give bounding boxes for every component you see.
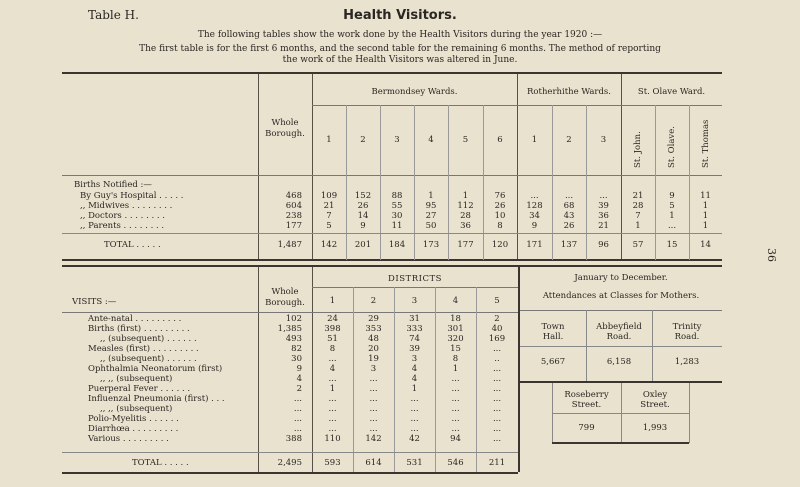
intro-line-1: The following tables show the work done by the Health Visitors during the year 1920 :—	[197, 30, 603, 40]
table-row-cell: 26	[357, 201, 369, 211]
table-row-label: Diarrhœa . . . . . . . . .	[88, 424, 179, 434]
table-row-cell: ...	[451, 384, 460, 394]
table-row-cell: 333	[406, 324, 423, 334]
table-row-cell: ...	[451, 374, 460, 384]
table-row-cell: ...	[410, 414, 419, 424]
districts-header: DISTRICTS	[388, 274, 442, 284]
table-row-cell: 1	[669, 211, 675, 221]
total-row-cell: 14	[700, 240, 711, 250]
total-row-cell: 184	[388, 240, 406, 250]
total-row-cell: 57	[632, 240, 644, 250]
attendance-value: 1,993	[642, 423, 668, 433]
total-row-cell: 15	[666, 240, 678, 250]
table-row-cell: ...	[492, 384, 502, 394]
divider	[448, 105, 449, 260]
table-row-label: Ophthalmia Neonatorum (first)	[88, 364, 223, 374]
total-row-cell: 201	[354, 240, 372, 250]
table-row-cell: ...	[369, 414, 378, 424]
total-row-label: TOTAL . . . . .	[132, 458, 189, 468]
table-row-cell: ...	[451, 394, 460, 404]
table-row-cell: 30	[391, 211, 403, 221]
table-row-cell: 4	[329, 364, 336, 374]
table-row-cell: ...	[369, 424, 378, 434]
table-row-cell: 10	[494, 211, 506, 221]
births-notified-label: Births Notified :—	[74, 180, 152, 190]
table-row-whole: 604	[285, 201, 302, 211]
table-row-cell: ...	[492, 344, 502, 354]
table-row-cell: 353	[365, 324, 382, 334]
table-row-cell: 9	[531, 221, 538, 231]
table-row-whole: 468	[285, 191, 302, 201]
table-row-label: ,, ,, (subsequent)	[100, 404, 173, 414]
table-row-cell: 26	[494, 201, 506, 211]
table-row-whole: 82	[291, 344, 302, 354]
table-row-cell: ...	[328, 354, 337, 364]
table-row-cell: 31	[409, 314, 420, 324]
st-olave-col-header: St. John.	[633, 131, 643, 168]
attendances-rule	[520, 310, 722, 311]
total-rule	[62, 452, 518, 453]
table-row-cell: ...	[667, 221, 677, 231]
divider	[586, 105, 587, 260]
table-row-cell: 1	[452, 364, 459, 374]
table-row-whole: 9	[296, 364, 302, 374]
total-row-cell: 173	[422, 240, 440, 250]
table-row-whole: 493	[285, 334, 302, 344]
table-row-whole: 388	[285, 434, 302, 444]
table-row-cell: 8	[452, 354, 459, 364]
table-row-cell: 19	[368, 354, 379, 364]
whole-borough-header	[258, 118, 312, 140]
class-location-header: Street.	[640, 400, 670, 410]
bermondsey-col-header: 1	[326, 135, 332, 145]
table-row-cell: 39	[409, 344, 420, 354]
total-row-cell: 171	[526, 240, 543, 250]
districts-rule	[312, 287, 518, 288]
table-row-cell: 128	[526, 201, 543, 211]
table-row-cell: ...	[410, 394, 419, 404]
table-row-cell: ...	[410, 404, 419, 414]
table-row-cell: 18	[450, 314, 461, 324]
table-row-cell: 152	[354, 191, 372, 201]
bermondsey-col-header: 2	[360, 135, 366, 145]
table-label: Table H.	[88, 8, 139, 22]
total-row-whole: 1,487	[277, 240, 302, 250]
total-row-cell: 137	[560, 240, 578, 250]
table-row-cell: 14	[357, 211, 369, 221]
table-row-cell: 50	[425, 221, 437, 231]
table-row-cell: 28	[632, 201, 644, 211]
table-row-cell: ...	[492, 404, 502, 414]
total-row-whole: 2,495	[277, 458, 302, 468]
table-row-cell: 320	[447, 334, 464, 344]
total-row-cell: 531	[406, 458, 423, 468]
st-olave-header: St. Olave Ward.	[637, 87, 706, 97]
table-row-label: Ante-natal . . . . . . . . .	[88, 314, 182, 324]
table-row-cell: 29	[368, 314, 379, 324]
table-row-cell: 4	[411, 364, 418, 374]
district-col-header: 4	[452, 296, 459, 306]
table-row-cell: 3	[370, 364, 377, 374]
table-row-cell: ...	[369, 404, 378, 414]
group-header-rule	[312, 105, 722, 106]
table-row-cell: 74	[409, 334, 420, 344]
class-location-header: Street.	[571, 400, 602, 410]
table-row-cell: 3	[411, 354, 418, 364]
class-location-header: Road.	[606, 332, 632, 342]
table-row-whole: 2	[296, 384, 302, 394]
table-row-cell: ...	[328, 394, 337, 404]
table-row-cell: 95	[425, 201, 437, 211]
bermondsey-header: Bermondsey Wards.	[371, 87, 458, 97]
rotherhithe-header: Rotherhithe Wards.	[527, 87, 611, 97]
table-row-cell: 112	[457, 201, 474, 211]
total-rule	[62, 233, 722, 234]
whole-borough-line1: Whole	[271, 287, 299, 297]
class-location-header: Trinity	[672, 322, 702, 332]
table-row-cell: 4	[411, 374, 418, 384]
table-row-cell: ...	[451, 424, 460, 434]
table-row-cell: 9	[669, 191, 675, 201]
total-row-cell: 177	[457, 240, 474, 250]
attendance-value: 5,667	[540, 357, 566, 367]
table-row-label: Births (first) . . . . . . . . .	[88, 324, 190, 334]
divider	[346, 105, 347, 260]
table-row-cell: 109	[320, 191, 338, 201]
table-row-label: ,, Midwives . . . . . . . .	[80, 201, 173, 211]
table-row-cell: ...	[328, 404, 337, 414]
whole-borough-line2: Borough.	[265, 298, 305, 308]
table1-top-rule	[62, 72, 722, 74]
table-row-cell: 301	[447, 324, 464, 334]
table-row-cell: 21	[632, 191, 644, 201]
attendance-value: 799	[578, 423, 595, 433]
table-row-cell: 169	[488, 334, 506, 344]
total-row-cell: 142	[320, 240, 338, 250]
table-row-cell: ...	[492, 394, 502, 404]
rotherhithe-col-header: 1	[531, 135, 538, 145]
table-row-whole: ...	[293, 424, 302, 434]
class-location-header: Road.	[674, 332, 700, 342]
class-location-header: Oxley	[642, 390, 668, 400]
table-row-cell: 48	[368, 334, 379, 344]
total-row-cell: 96	[598, 240, 609, 250]
total-row-cell: 593	[324, 458, 341, 468]
district-col-header: 2	[370, 296, 377, 306]
table-row-label: ,, Parents . . . . . . . .	[80, 221, 165, 231]
rotherhithe-col-header: 2	[566, 135, 572, 145]
box1-mid-rule	[520, 346, 722, 347]
table-row-cell: 34	[529, 211, 540, 221]
divider	[414, 105, 415, 260]
attendances-title: Attendances at Classes for Mothers.	[542, 291, 700, 301]
table-row-cell: 42	[409, 434, 420, 444]
table-row-cell: ...	[328, 414, 337, 424]
table-row-cell: 7	[635, 211, 641, 221]
total-row-cell: 120	[491, 240, 509, 250]
whole-borough-line1: Whole	[271, 118, 299, 128]
header-bottom-rule	[62, 312, 518, 313]
table-row-label: ,, (subsequent) . . . . . .	[100, 354, 197, 364]
table-row-cell: 28	[460, 211, 471, 221]
table-row-cell: 11	[391, 221, 403, 231]
total-row-cell: 614	[365, 458, 382, 468]
rotherhithe-col-header: 3	[600, 135, 607, 145]
table-row-cell: 11	[700, 191, 711, 201]
table-row-cell: 8	[329, 344, 336, 354]
table-row-cell: ...	[492, 374, 502, 384]
table-row-cell: ...	[492, 364, 502, 374]
table-row-whole: 102	[285, 314, 302, 324]
total-row-cell: 211	[488, 458, 506, 468]
table-row-cell: 1	[702, 211, 709, 221]
table-row-label: ,, Doctors . . . . . . . .	[80, 211, 165, 221]
table-row-label: ,, ,, (subsequent)	[100, 374, 173, 384]
district-col-header: 3	[411, 296, 418, 306]
table-row-label: Influenzal Pneumonia (first) . . .	[88, 394, 225, 404]
st-olave-col-header: St. Olave.	[667, 126, 677, 168]
total-row-label: TOTAL . . . . .	[104, 240, 161, 250]
total-row-cell: 546	[447, 458, 464, 468]
table-row-cell: ...	[369, 384, 378, 394]
attendance-value: 1,283	[674, 357, 700, 367]
class-location-header: Abbeyfield	[596, 322, 642, 332]
class-location-header: Roseberry	[564, 390, 609, 400]
divider	[483, 105, 484, 260]
table-row-cell: 68	[563, 201, 575, 211]
page-title: Health Visitors.	[343, 8, 457, 23]
table-row-cell: 40	[491, 324, 503, 334]
table-row-label: Measles (first) . . . . . . . . .	[88, 344, 199, 354]
table-row-cell: 1	[428, 191, 434, 201]
bermondsey-col-header: 5	[462, 135, 469, 145]
whole-borough-line2: Borough.	[265, 129, 305, 139]
table-row-cell: 142	[365, 434, 382, 444]
table-row-whole: 238	[285, 211, 302, 221]
table-row-cell: 5	[669, 201, 675, 211]
table-row-cell: 1	[329, 384, 336, 394]
table-row-label: Puerperal Fever . . . . . .	[88, 384, 191, 394]
table-row-cell: 55	[391, 201, 403, 211]
table-row-cell: 51	[327, 334, 338, 344]
table-row-cell: 21	[323, 201, 335, 211]
table-row-cell: 39	[598, 201, 609, 211]
table-row-cell: 1	[411, 384, 418, 394]
table-row-cell: ..	[494, 354, 500, 364]
table-row-cell: 1	[702, 201, 709, 211]
table-row-cell: ...	[530, 191, 539, 201]
table-row-cell: ...	[410, 424, 419, 434]
district-col-header: 5	[494, 296, 500, 306]
table-row-cell: 26	[563, 221, 575, 231]
table-row-cell: 9	[360, 221, 366, 231]
table-row-whole: 30	[291, 354, 302, 364]
divider	[552, 105, 553, 260]
bermondsey-col-header: 3	[394, 135, 400, 145]
table-row-cell: ...	[599, 191, 608, 201]
bermondsey-col-header: 6	[497, 135, 503, 145]
divider	[380, 105, 381, 260]
divider	[689, 105, 690, 260]
table-row-cell: 110	[324, 434, 341, 444]
table2-bottom-rule	[62, 472, 518, 474]
district-col-header: 1	[329, 296, 336, 306]
header-bottom-rule	[62, 175, 722, 176]
table-row-cell: 24	[327, 314, 338, 324]
table-row-cell: ...	[451, 414, 460, 424]
table-row-cell: ...	[492, 434, 502, 444]
bermondsey-col-header: 4	[428, 135, 434, 145]
table1-bottom-rule	[62, 259, 722, 261]
table-row-cell: 1	[635, 221, 641, 231]
table-row-whole: 1,385	[277, 324, 302, 334]
table-row-cell: 398	[324, 324, 341, 334]
table-row-cell: 20	[368, 344, 379, 354]
table-row-cell: 5	[326, 221, 332, 231]
table-row-cell: 15	[450, 344, 461, 354]
table-row-whole: 4	[296, 374, 302, 384]
page-number: 36	[765, 248, 778, 262]
table-row-cell: 21	[598, 221, 609, 231]
table-row-cell: 1	[462, 191, 469, 201]
divider	[655, 105, 656, 260]
table-row-cell: 7	[326, 211, 332, 221]
table-row-cell: ...	[328, 424, 337, 434]
table-row-cell: 36	[460, 221, 471, 231]
divider	[689, 383, 690, 443]
st-olave-col-header: St. Thomas	[701, 119, 711, 168]
visits-label: VISITS :—	[72, 297, 117, 307]
whole-borough-header	[258, 287, 312, 309]
table-row-cell: 76	[494, 191, 506, 201]
table-row-whole: ...	[293, 404, 302, 414]
table-row-cell: ...	[492, 414, 502, 424]
table-row-cell: ...	[492, 424, 502, 434]
table-row-cell: 94	[450, 434, 461, 444]
table-row-cell: 8	[497, 221, 503, 231]
table-row-label: ,, (subsequent) . . . . . .	[100, 334, 197, 344]
table-row-cell: ...	[328, 374, 337, 384]
table-row-cell: ...	[369, 394, 378, 404]
box2-bottom-rule	[552, 442, 689, 444]
table-row-cell: 43	[563, 211, 575, 221]
table-row-label: By Guy's Hospital . . . . .	[80, 191, 184, 201]
class-location-header: Hall.	[542, 332, 564, 342]
table-row-label: Various . . . . . . . . .	[88, 434, 169, 444]
table-row-cell: 27	[425, 211, 437, 221]
attendances-period: January to December.	[574, 273, 668, 283]
table2-top-rule	[62, 265, 722, 267]
table-row-whole: ...	[293, 394, 302, 404]
table-row-cell: 88	[391, 191, 403, 201]
table-row-whole: ...	[293, 414, 302, 424]
table-row-cell: 36	[598, 211, 609, 221]
table-row-cell: 1	[702, 221, 709, 231]
table-row-label: Polio-Myelitis . . . . . .	[88, 414, 179, 424]
table-row-cell: ...	[451, 404, 460, 414]
class-location-header: Town	[541, 322, 565, 332]
table-row-cell: 2	[494, 314, 500, 324]
table-row-whole: 177	[285, 221, 302, 231]
attendance-value: 6,158	[606, 357, 632, 367]
intro-line-2: The first table is for the first 6 months, and the second table for the remaining 6 months. The method of reporting	[139, 44, 661, 54]
box2-mid-rule	[552, 413, 689, 414]
table-row-cell: ...	[369, 374, 378, 384]
intro-line-3: the work of the Health Visitors was altered in June.	[282, 55, 518, 65]
table-row-cell: ...	[564, 191, 574, 201]
